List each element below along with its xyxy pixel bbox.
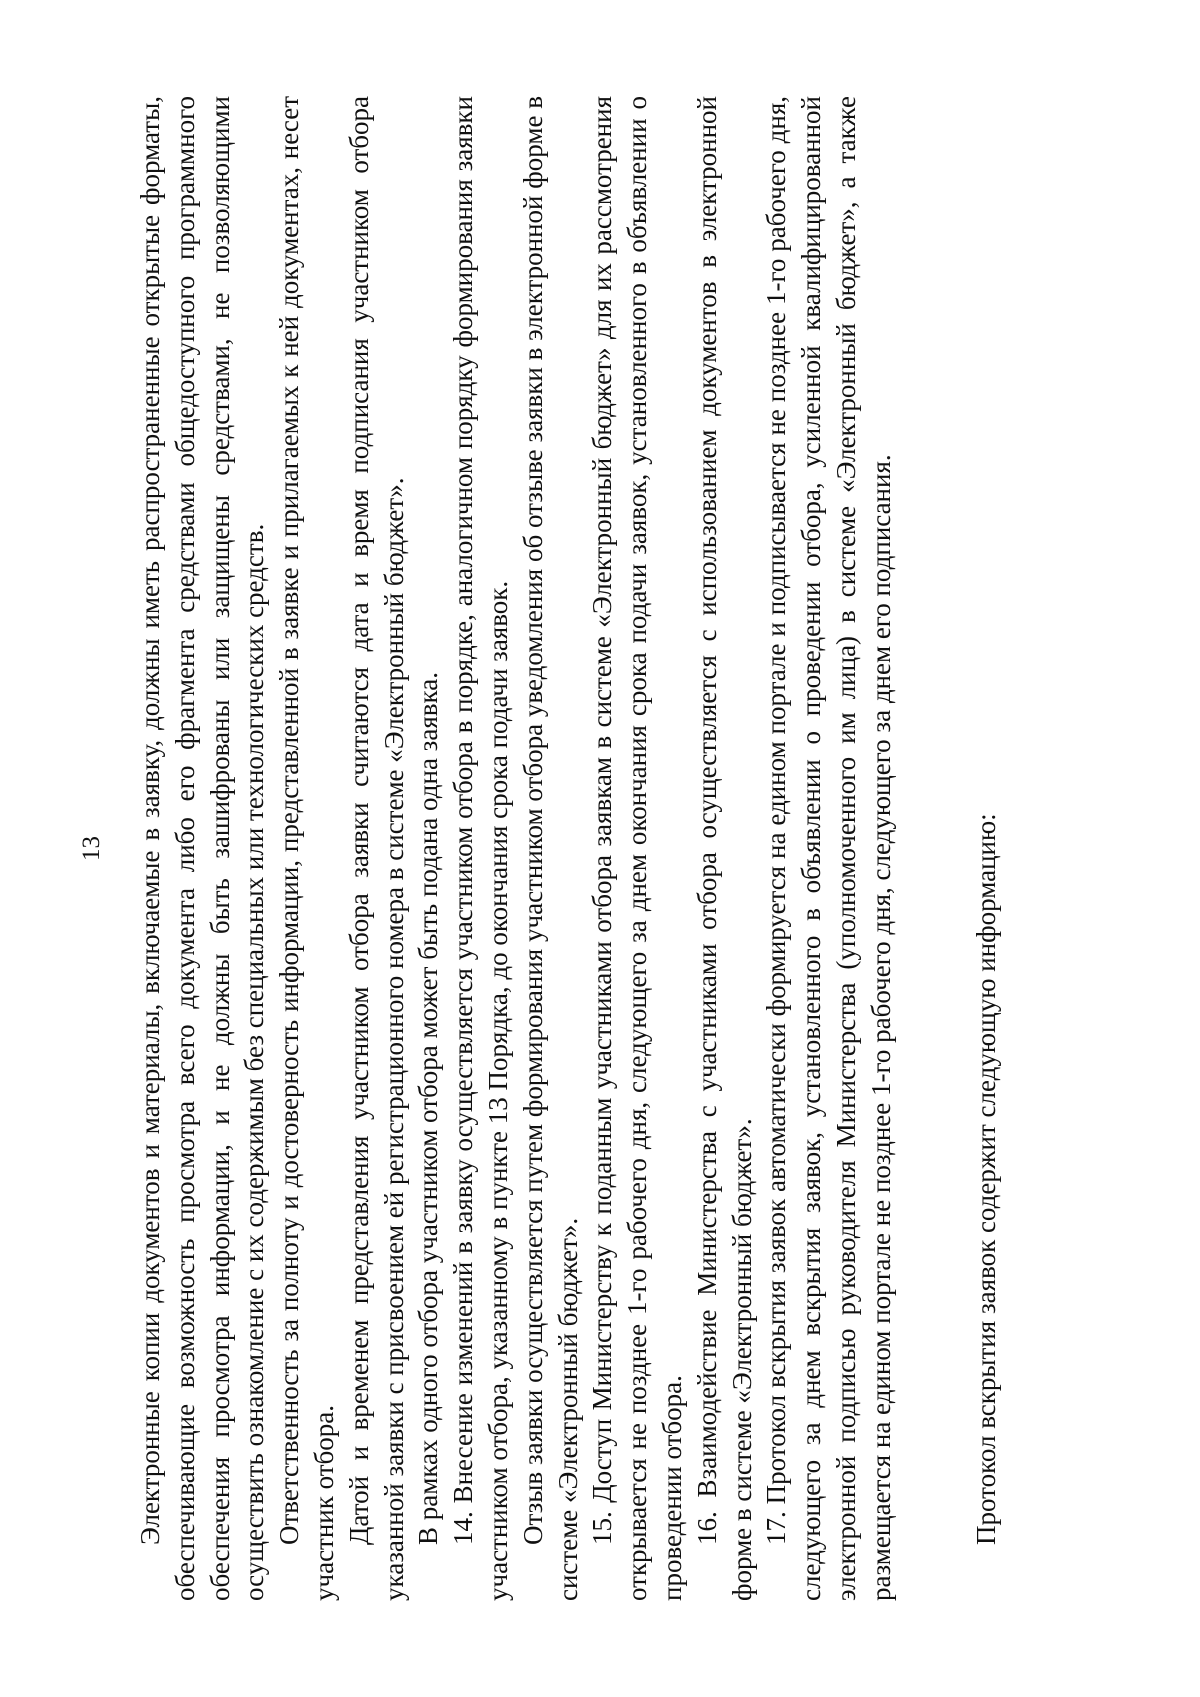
paragraph-submission-date: Датой и временем представления участником отбора заявки считаются дата и время подписания участником отбора указанной заявки с присвоением ей регистрационного номера в системе «Электронный бюджет». (343, 96, 409, 1601)
paragraph-item-15-access: 15. Доступ Министерству к поданным участниками отбора заявкам в системе «Электронный бюджет» для их рассмотрения открывается не позднее 1-го рабочего дня, следующего за днем окончания срока подачи заявок, установленного в объявлении о проведении отбора. (587, 96, 687, 1601)
paragraph-protocol-contents: Протокол вскрытия заявок содержит следующую информацию: (970, 813, 1001, 1545)
paragraph-withdrawal: Отзыв заявки осуществляется путем формирования участником отбора уведомления об отзыве заявки в электронной форме в системе «Электронный бюджет». (517, 96, 583, 1601)
page-number: 13 (78, 836, 105, 861)
paragraph-electronic-copies: Электронные копии документов и материалы, включаемые в заявку, должны иметь распространенные открытые форматы, обеспечивающие возможность просмотра всего документа либо его фрагмента средствами общедоступного программного обеспечения просмотра информации, и не должны быть зашифрованы или защищены средствами, не позволяющими осуществить ознакомление с их содержимым без специальных или технологических средств. (135, 96, 270, 1601)
paragraph-item-14-changes: 14. Внесение изменений в заявку осуществляется участником отбора в порядке, аналогичном порядку формирования заявки участником отбора, указанному в пункте 13 Порядка, до окончания срока подачи заявок. (448, 96, 513, 1601)
paragraph-item-17-protocol: 17. Протокол вскрытия заявок автоматически формируется на едином портале и подписывается не позднее 1-го рабочего дня, следующего за днем вскрытия заявок, установленного в объявлении о проведении отбора, усиленной квалифицированной электронной подписью руководителя Министерства (уполномоченного им лица) в системе «Электронный бюджет», а также размещается на едином портале не позднее 1-го рабочего дня, следующего за днем его подписания. (761, 96, 896, 1601)
paragraph-responsibility: Ответственность за полноту и достоверность информации, представленной в заявке и прилагаемых к ней документах, несет участник отбора. (274, 96, 339, 1601)
paragraph-one-application: В рамках одного отбора участником отбора может быть подана одна заявка. (413, 672, 444, 1545)
paragraph-item-16-interaction: 16. Взаимодействие Министерства с участниками отбора осуществляется с использованием документов в электронной форме в системе «Электронный бюджет». (691, 96, 757, 1601)
document-body (133, 96, 1003, 1601)
